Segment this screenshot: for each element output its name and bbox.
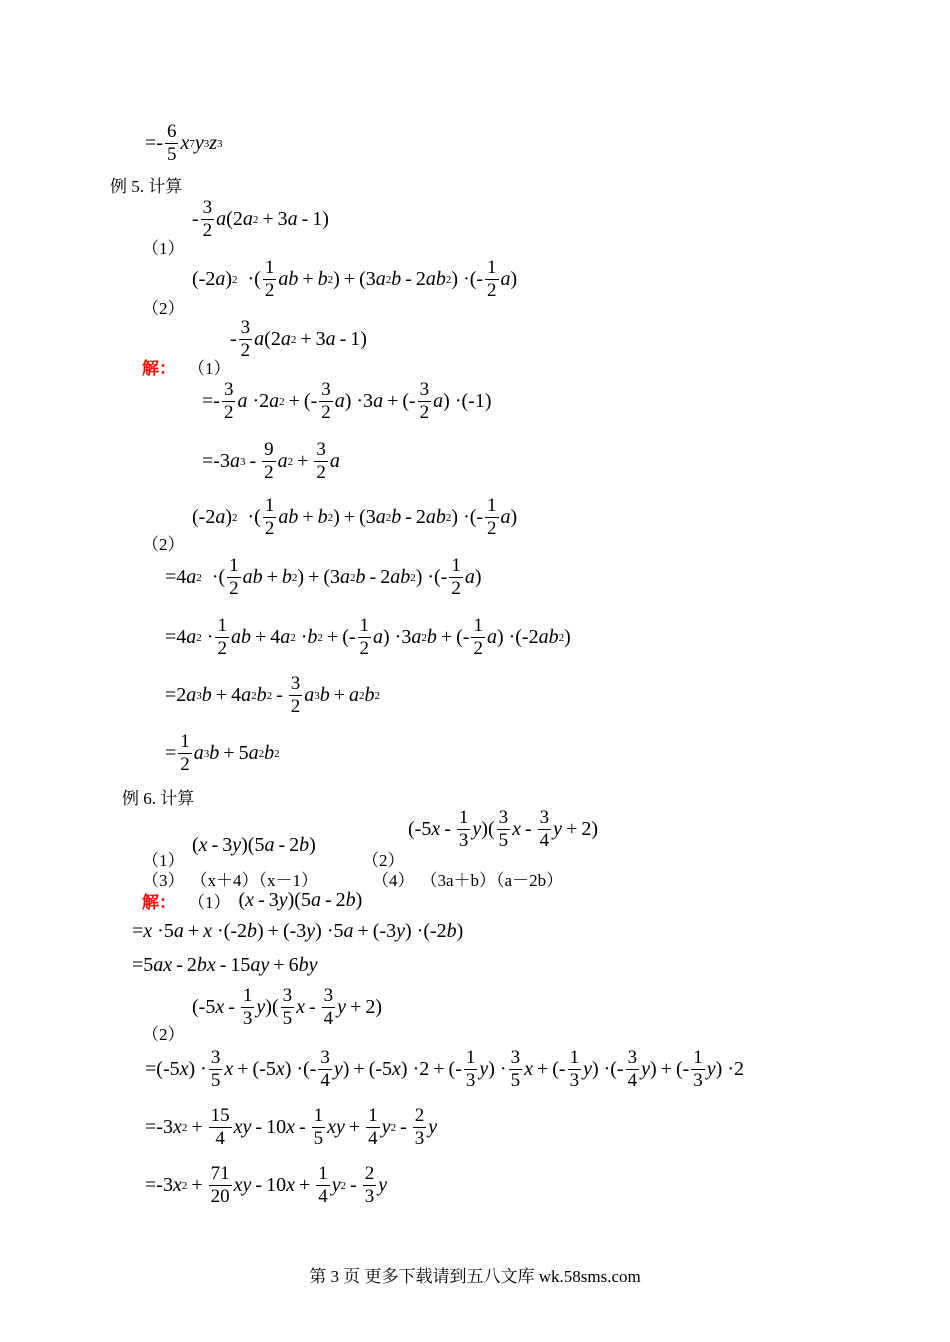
math-line: =-3 a 3 - $\frac{9}{2}$ a 2 + $\frac{3}{2}$ a bbox=[202, 439, 340, 483]
problem-row bbox=[372, 866, 563, 891]
math-line: = $\frac{1}{2}$ a 3 b + 5 a 2 b 2 bbox=[165, 731, 280, 775]
page-footer: 第 3 页 更多下载请到五八文库 wk.58sms.com bbox=[309, 1267, 641, 1286]
math-line: =2 a 3 b + 4 a 2 b 2 - $\frac{3}{2}$ a 3 b + a 2 b 2 bbox=[165, 673, 381, 717]
problem-expression: （x＋4）（x－1） bbox=[190, 871, 318, 890]
problem-label: （2） bbox=[142, 535, 185, 554]
problem-label: （2） bbox=[142, 299, 185, 318]
math-line: =5 ax - 2 bx - 15 ay + 6 by bbox=[132, 954, 318, 976]
math-line: - $\frac{3}{2}$ a (2 a 2 + 3 a - 1) bbox=[230, 317, 367, 361]
math-line: =- $\frac{3}{2}$ a ·2 a 2 + (- $\frac{3}{2}$ a ) ·3 a + (- $\frac{3}{2}$ a ) ·(-1) bbox=[202, 379, 492, 423]
math-line: - $\frac{3}{2}$ a (2 a 2 + 3 a - 1) bbox=[192, 197, 329, 241]
problem-expression: （3a＋b）（a－2b） bbox=[420, 871, 564, 890]
solution-label: 解： bbox=[142, 893, 176, 912]
math-expression: (x - 3y)(5a - 2b) bbox=[238, 889, 363, 911]
math-line: (-5 x - $\frac{1}{3}$ y )( $\frac{3}{5}$ x - $\frac{3}{4}$ y + 2) bbox=[408, 807, 599, 851]
math-line: =(-5 x ) · $\frac{3}{5}$ x + (-5 x ) ·(- $\frac{3}{4}$ y ) + (-5 x ) ·2 + (- $\frac{1}{3}$ y ) · $\frac{3}{5}$ x + (- $\frac{1}{3}$ y ) ·(- $\frac{3}{4}$ y ) + (- $\frac{1}{3}$ y ) ·2 bbox=[145, 1047, 744, 1091]
solution-row bbox=[142, 354, 231, 379]
problem-label: （4） bbox=[372, 871, 415, 890]
problem-label: （1） bbox=[142, 239, 185, 258]
math-line: = x ·5 a + x ·(-2 b ) + (-3 y ) ·5 a + (-3 y ) ·(-2 b ) bbox=[132, 920, 464, 942]
math-line: (-2 a ) 2 ·( $\frac{1}{2}$ ab + b 2 ) + (3 a 2 b - 2 ab 2 ) ·(- $\frac{1}{2}$ a ) bbox=[192, 257, 518, 301]
math-line: =-3 x 2 + $\frac{15}{4}$ xy - 10 x - $\frac{1}{5}$ xy + $\frac{1}{4}$ y 2 - $\frac{2}{3}$ y bbox=[145, 1105, 438, 1149]
example-heading: 例 5. 计算 bbox=[110, 177, 183, 196]
solution-label: 解： bbox=[142, 359, 176, 378]
math-line: =-3 x 2 + $\frac{71}{20}$ xy - 10 x + $\frac{1}{4}$ y 2 - $\frac{2}{3}$ y bbox=[145, 1163, 388, 1207]
problem-label: （1） bbox=[188, 893, 231, 912]
math-line: =4 a 2 · $\frac{1}{2}$ ab + 4 a 2 · b 2 + (- $\frac{1}{2}$ a ) ·3 a 2 b + (- $\frac{1}{2}$ a ) ·(-2 ab 2 ) bbox=[165, 615, 571, 659]
problem-label: （1） bbox=[188, 359, 231, 378]
math-line: (-5 x - $\frac{1}{3}$ y )( $\frac{3}{5}$ x - $\frac{3}{4}$ y + 2) bbox=[192, 985, 383, 1029]
math-line: (-2 a ) 2 ·( $\frac{1}{2}$ ab + b 2 ) + (3 a 2 b - 2 ab 2 ) ·(- $\frac{1}{2}$ a ) bbox=[192, 495, 518, 539]
problem-label: （2） bbox=[142, 1025, 185, 1044]
math-line: =4 a 2 ·( $\frac{1}{2}$ ab + b 2 ) + (3 a 2 b - 2 ab 2 ) ·(- $\frac{1}{2}$ a ) bbox=[165, 555, 482, 599]
solution-row bbox=[142, 888, 362, 913]
problem-label: （3） bbox=[142, 871, 185, 890]
example-heading: 例 6. 计算 bbox=[122, 789, 195, 808]
math-line: ( x - 3 y )(5 a - 2 b ) bbox=[192, 834, 316, 856]
math-line: =- $\frac{6}{5}$ x 7 y 3 z 3 bbox=[145, 121, 223, 165]
problem-label: （1） bbox=[142, 851, 185, 870]
problem-label: （2） bbox=[362, 851, 405, 870]
